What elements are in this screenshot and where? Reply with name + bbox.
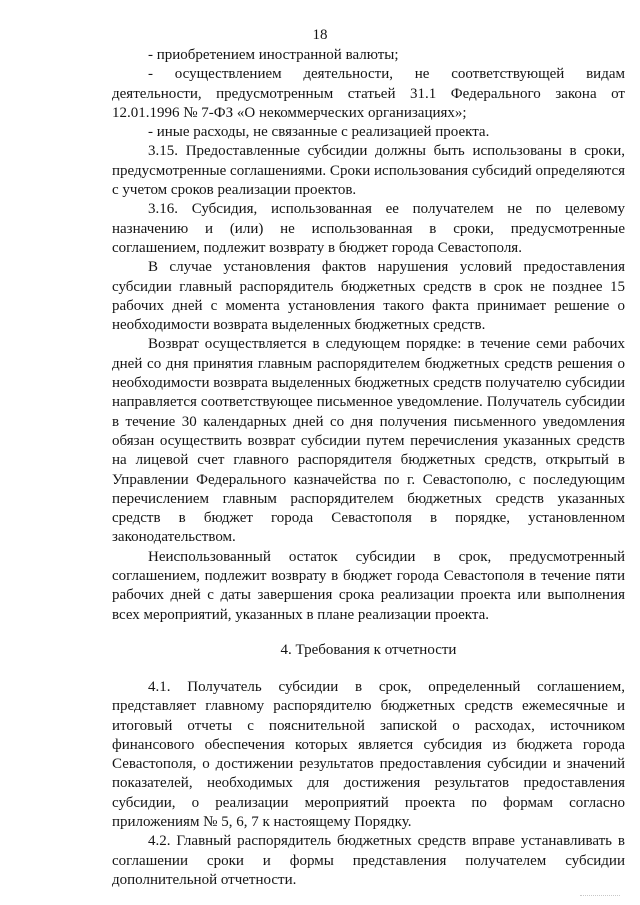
paragraph-4-1: 4.1. Получатель субсидии в срок, определенный соглашением, представляет главному распорядителю бюджетных средств ежемесячные и итоговый отчеты с пояснительной запиской о расходах, источником финансового обеспечения которых является субсидия из бюджета города Севастополя, о достижении результатов предоставления субсидии и значений показателей, необходимых для достижения результатов предоставления субсидии, о реализации мероприятий проекта по формам согласно приложениям № 5, 6, 7 к настоящему Порядку. — [112, 678, 625, 830]
list-item-other-expenses: - иные расходы, не связанные с реализацией проекта. — [148, 124, 490, 141]
document-body — [112, 46, 625, 890]
paragraph-3-16: 3.16. Субсидия, использованная ее получателем не по целевому назначению и (или) не использованная в сроки, предусмотренные соглашением, подлежит возврату в бюджет города Севастополя. — [112, 201, 625, 256]
list-item-activity: - осуществлением деятельности, не соответствующей видам деятельности, предусмотренным статьей 31.1 Федерального закона от 12.01.1996 № 7-ФЗ «О некоммерческих организациях»; — [112, 66, 625, 121]
paragraph-4-2: 4.2. Главный распорядитель бюджетных средств вправе устанавливать в соглашении сроки и формы представления получателем субсидии дополнительной отчетности. — [112, 833, 625, 888]
page-number: 18 — [312, 27, 328, 43]
paragraph-return-procedure: Возврат осуществляется в следующем порядке: в течение семи рабочих дней со дня принятия главным распорядителем бюджетных средств решения о необходимости возврата выделенных бюджетных средств получателю субсидии направляется соответствующее письменное уведомление. Получатель субсидии в течение 30 календарных дней со дня получения письменного уведомления обязан осуществить возврат субсидии путем перечисления указанных средств на лицевой счет главного распорядителя бюджетных средств, открытый в Управлении Федерального казначейства по г. Севастополю, с последующим перечислением главным распорядителем бюджетных средств указанных средств в бюджет города Севастополя в порядке, установленном законодательством. — [112, 336, 625, 546]
paragraph-3-15: 3.15. Предоставленные субсидии должны быть использованы в сроки, предусмотренные соглашениями. Сроки использования субсидий определяются с учетом сроков реализации проектов. — [112, 143, 625, 199]
scan-mark — [580, 895, 620, 899]
paragraph-violation-cases: В случае установления фактов нарушения условий предоставления субсидии главный распорядитель бюджетных средств в срок не позднее 15 рабочих дней с момента установления такого факта принимает решение о необходимости возврата выделенных бюджетных средств. — [112, 259, 625, 334]
section-4-title: 4. Требования к отчетности — [280, 641, 457, 658]
paragraph-unused-balance: Неиспользованный остаток субсидии в срок, предусмотренный соглашением, подлежит возврату в бюджет города Севастополя в течение пяти рабочих дней с даты завершения срока реализации проекта или выполнения всех мероприятий, указанных в плане реализации проекта. — [112, 548, 625, 623]
list-item-currency: - приобретением иностранной валюты; — [148, 47, 399, 63]
